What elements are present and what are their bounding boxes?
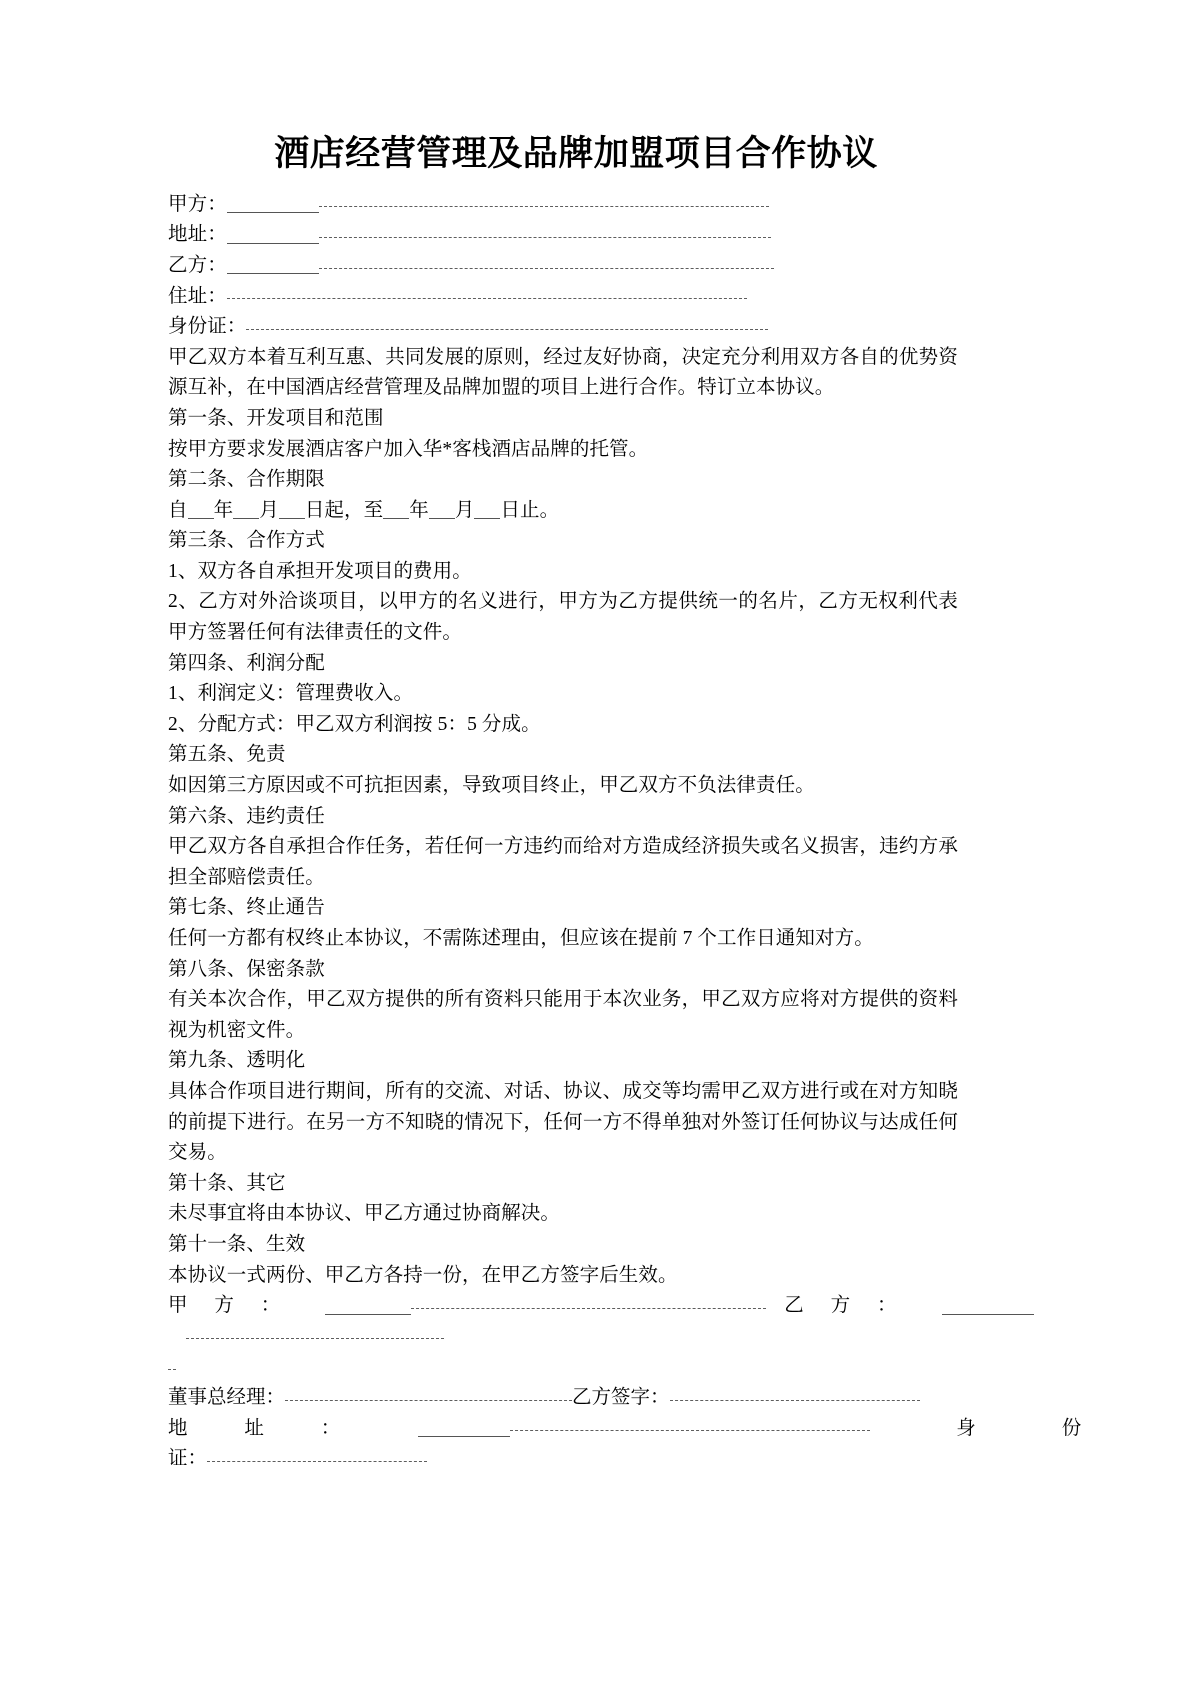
term-year2-blank[interactable] [383,500,409,520]
term-month-label: 月 [259,499,279,521]
term-year-label: 年 [213,499,234,521]
field-party-b-id [168,312,958,343]
term-month-blank[interactable] [233,500,259,520]
article-5-paragraph-1: 如因第三方原因或不可抗拒因素，导致项目终止，甲乙双方不负法律责任。 [168,775,815,797]
term-day-start-label: 日起，至 [304,499,384,521]
party-b-blank[interactable] [227,255,319,275]
party-a-address-blank[interactable] [227,224,319,244]
term-day-end-label: 日止。 [500,499,560,521]
preamble-paragraph: 甲乙双方本着互利互惠、共同发展的原则，经过友好协商，决定充分利用双方各自的优势资源互补，在中国酒店经营管理及品牌加盟的项目上进行合作。特订立本协议。 [168,346,958,399]
signature-row-continuation [168,1322,958,1353]
term-month2-blank[interactable] [429,500,455,520]
article-11-paragraph-1: 本协议一式两份、甲乙方各持一份，在甲乙方签字后生效。 [168,1264,678,1286]
article-10-paragraph-1: 未尽事宜将由本协议、甲乙方通过协商解决。 [168,1203,561,1225]
party-b-sign-dashes [670,1388,920,1401]
field-party-b-label: 乙方： [168,254,227,276]
article-heading-11: 第十一条、生效 [168,1233,306,1255]
article-heading-7: 第七条、终止通告 [168,897,325,919]
signature-party-a-dashes [411,1296,766,1309]
article-9-paragraph-1: 具体合作项目进行期间，所有的交流、对话、协议、成交等均需甲乙双方进行或在对方知晓的前提下进行。在另一方不知晓的情况下，任何一方不得单独对外签订任何协议与达成任何交易。 [168,1080,958,1164]
article-heading-9: 第九条、透明化 [168,1050,306,1072]
field-party-b-address [168,282,958,313]
field-party-a [168,190,958,221]
party-b-address-dashes [227,286,747,299]
field-party-a-address [168,220,958,251]
signature-row-id [168,1444,958,1475]
signature-row-director [168,1383,958,1414]
field-party-b [168,251,958,282]
article-4-paragraph-2: 2、分配方式：甲乙双方利润按 5：5 分成。 [168,713,541,735]
field-party-a-label: 甲方： [168,193,227,215]
article-heading-5: 第五条、免责 [168,744,286,766]
signature-id-label-part3: 证： [168,1448,208,1470]
article-3-paragraph-2: 2、乙方对外洽谈项目，以甲方的名义进行，甲方为乙方提供统一的名片，乙方无权利代表甲方签署任何有法律责任的文件。 [168,591,958,644]
term-line [168,496,958,527]
article-1-paragraph-1: 按甲方要求发展酒店客户加入华*客栈酒店品牌的托管。 [168,438,649,460]
page-title: 酒店经营管理及品牌加盟项目合作协议 [274,134,878,173]
signature-party-b-blank[interactable] [942,1295,1034,1315]
article-8-paragraph-1: 有关本次合作，甲乙双方提供的所有资料只能用于本次业务，甲乙双方应将对方提供的资料视为机密文件。 [168,989,958,1041]
term-year2-label: 年 [409,499,429,521]
article-heading-8: 第八条、保密条款 [168,958,325,980]
signature-row-address [168,1414,1082,1445]
term-from-prefix: 自 [168,499,188,521]
signature-id-label-part1: 身 [956,1417,976,1439]
signature-continuation-dashes [186,1326,444,1339]
party-b-sign-label: 乙方签字： [572,1386,670,1408]
director-dashes [285,1388,572,1401]
term-day-blank[interactable] [279,500,305,520]
article-3-paragraph-1: 1、双方各自承担开发项目的费用。 [168,560,472,582]
article-heading-10: 第十条、其它 [168,1172,286,1194]
signature-row-parties [168,1291,958,1322]
field-party-b-id-label: 身份证： [168,316,247,338]
field-party-a-address-label: 地址： [168,224,227,246]
signature-row-tail [168,1352,958,1383]
signature-id-dashes [207,1449,427,1462]
signature-address-label: 地 址 ： [168,1417,367,1439]
term-day2-blank[interactable] [474,500,500,520]
party-a-address-dashes [319,225,771,238]
field-party-b-address-label: 住址： [168,285,227,307]
signature-address-blank[interactable] [418,1417,510,1437]
term-month2-label: 月 [454,499,475,521]
article-4-paragraph-1: 1、利润定义：管理费收入。 [168,683,414,705]
party-a-blank[interactable] [227,194,319,214]
signature-party-a-blank[interactable] [325,1295,411,1315]
signature-party-a-label: 甲 方 ： [168,1295,292,1317]
article-7-paragraph-1: 任何一方都有权终止本协议，不需陈述理由，但应该在提前 7 个工作日通知对方。 [168,928,874,949]
signature-tail-dash [168,1357,176,1370]
term-year-blank[interactable] [188,500,214,520]
article-heading-4: 第四条、利润分配 [168,652,325,674]
article-heading-3: 第三条、合作方式 [168,530,325,552]
party-b-dashes [319,256,774,269]
article-heading-2: 第二条、合作期限 [168,469,325,491]
signature-party-b-label: 乙 方 ： [784,1295,908,1317]
party-a-dashes [319,194,769,207]
director-label: 董事总经理： [168,1386,286,1408]
article-6-paragraph-1: 甲乙双方各自承担合作任务，若任何一方违约而给对方造成经济损失或名义损害，违约方承担全部赔偿责任。 [168,836,958,888]
party-b-id-dashes [246,317,768,330]
document-body [168,132,1082,1475]
article-heading-6: 第六条、违约责任 [168,805,325,827]
signature-address-dashes [510,1418,870,1431]
article-heading-1: 第一条、开发项目和范围 [168,407,384,429]
signature-id-label-part2: 份 [1061,1417,1082,1439]
